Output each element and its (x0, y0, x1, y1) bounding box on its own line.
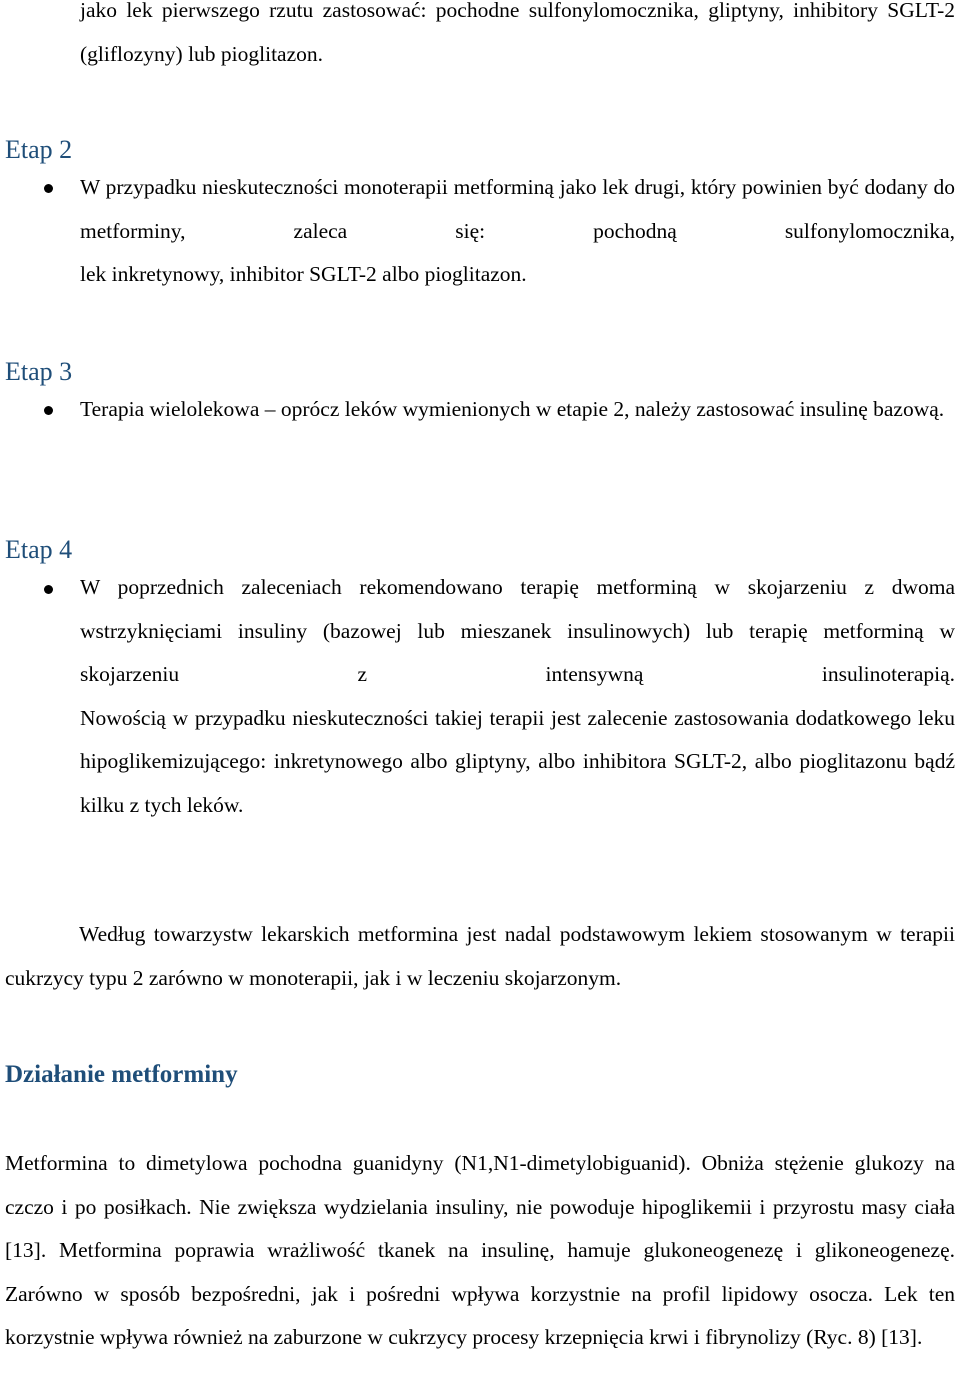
bullet-dot-icon (44, 406, 53, 415)
etap-2-heading: Etap 2 (5, 135, 73, 164)
etap-4-bullet (80, 566, 955, 827)
etap-4-bullet-text-2: Nowością w przypadku nieskuteczności takiej terapii jest zalecenie zastosowania dodatkowego leku hipoglikemizującego: inkretynowego albo gliptyny, albo inhibitora SGLT-2, albo pioglitazonu bądź kilku z tych leków. (80, 705, 955, 817)
bullet-dot-icon (44, 585, 53, 594)
summary-paragraph: Według towarzystw lekarskich metformina jest nadal podstawowym lekiem stosowanym w terapii cukrzycy typu 2 zarówno w monoterapii, jak i w leczeniu skojarzonym. (5, 922, 955, 990)
etap-2-bullet-text-2: lek inkretynowy, inhibitor SGLT-2 albo pioglitazon. (80, 262, 527, 286)
etap-2-bullet-text-1: W przypadku nieskuteczności monoterapii metforminą jako lek drugi, który powinien być dodany do metforminy, zaleca się: pochodną sulfonylomocznika, (80, 175, 955, 243)
dzialanie-heading: Działanie metforminy (5, 1061, 238, 1088)
etap-4-heading: Etap 4 (5, 535, 73, 564)
intro-bullet-text: jako lek pierwszego rzutu zastosować: pochodne sulfonylomocznika, gliptyny, inhibitory SGLT-2 (gliflozyny) lub pioglitazon. (80, 0, 955, 66)
dzialanie-paragraph: Metformina to dimetylowa pochodna guanidyny (N1,N1-dimetylobiguanid). Obniża stężenie glukozy na czczo i po posiłkach. Nie zwiększa wydzielania insuliny, nie powoduje hipoglikemii i przyrostu masy ciała [13]. Metformina poprawia wrażliwość tkanek na insulinę, hamuje glukoneogenezę i glikoneogenezę. Zarówno w sposób bezpośredni, jak i pośredni wpływa korzystnie na profil lipidowy osocza. Lek ten korzystnie wpływa również na zaburzone w cukrzycy procesy krzepnięcia krwi i fibrynolizy (Ryc. 8) [13]. (5, 1151, 955, 1349)
bullet-dot-icon (44, 184, 53, 193)
etap-2-bullet (80, 166, 955, 297)
etap-4-bullet-text-1: W poprzednich zaleceniach rekomendowano terapię metforminą w skojarzeniu z dwoma wstrzyknięciami insuliny (bazowej lub mieszanek insulinowych) lub terapię metforminą w skojarzeniu z intensywną insulinoterapią. (80, 575, 955, 686)
etap-3-bullet-text: Terapia wielolekowa – oprócz leków wymienionych w etapie 2, należy zastosować insulinę bazową. (80, 397, 945, 421)
etap-3-heading: Etap 3 (5, 357, 73, 386)
